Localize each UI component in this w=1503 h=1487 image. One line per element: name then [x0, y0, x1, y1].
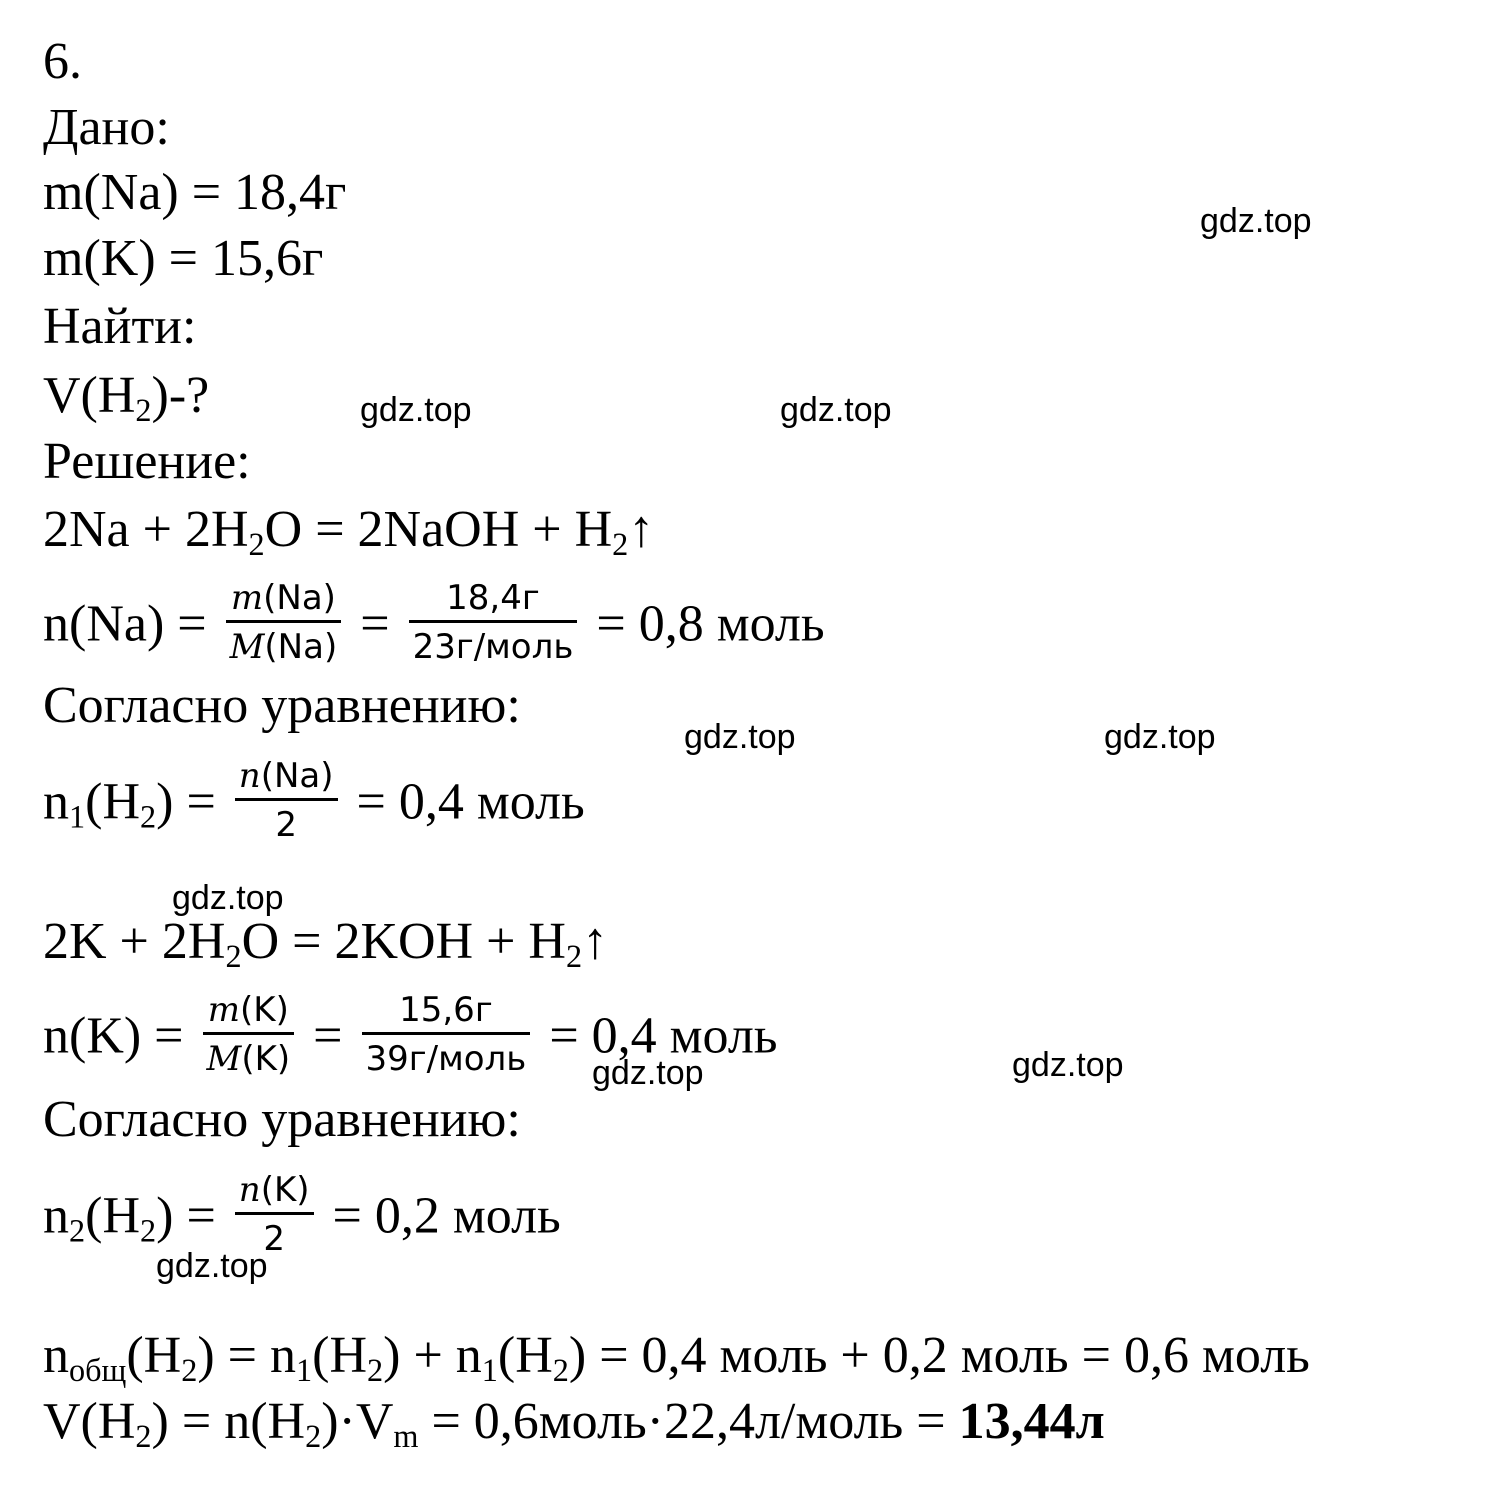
reaction-potassium-water: $2K + 2H_2O = 2KOH$ + $H_2↑$ [43, 913, 609, 975]
fraction-mass-over-molar-k: $\frac{m(K)}{M(K)}$ [203, 990, 295, 1079]
according-equation-1: Согласно уравнению: [43, 677, 521, 734]
find-volume: $V(H_2)-$? [43, 367, 210, 429]
fraction-values-k: $\frac{15,6г}{\text{39г/моль}}$ [362, 990, 531, 1079]
given-mass-k: m(K) = 15,6г [43, 230, 324, 287]
task-number: 6. [43, 33, 82, 90]
watermark: gdz.top [1012, 1046, 1124, 1084]
find-heading: Найти: [43, 298, 197, 355]
solution-heading: Решение: [43, 433, 251, 490]
formula-n2-h2: $n_2(H_2)$ = $\frac{n(K)}{2}$ = 0,2 моль [43, 1170, 561, 1259]
watermark: gdz.top [172, 879, 284, 917]
fraction-n-na-over-2: $\frac{n(Na)}{2}$ [235, 756, 338, 845]
fraction-values-na: $\frac{18,4г}{\text{23г/моль}}$ [409, 578, 578, 667]
watermark: gdz.top [592, 1054, 704, 1092]
watermark: gdz.top [360, 391, 472, 429]
given-mass-na: m(Na) = 18,4г [43, 164, 347, 221]
formula-n-na: n(Na) = $\frac{m(Na)}{M(Na)}$ = $\frac{18,4г}{\text{23г/моль}}$ = 0,8 моль [43, 578, 825, 667]
formula-n-k: n(K) = $\frac{m(K)}{M(K)}$ = $\frac{15,6г}{\text{39г/моль}}$ = 0,4 моль [43, 990, 778, 1079]
according-equation-2: Согласно уравнению: [43, 1091, 521, 1148]
given-heading: Дано: [43, 99, 170, 156]
watermark: gdz.top [156, 1247, 268, 1285]
fraction-n-k-over-2: $\frac{n(K)}{2}$ [235, 1170, 314, 1259]
formula-volume-h2: $V(H_2) = n(H_2)\cdot V_m$ = 0,6моль·22,4л/моль = 13,44л [43, 1393, 1105, 1455]
watermark: gdz.top [684, 718, 796, 756]
fraction-mass-over-molar-na: $\frac{m(Na)}{M(Na)}$ [226, 578, 342, 667]
formula-total-h2: $n_{общ}(H_2) = n_1(H_2) + n_1(H_2) = 0,4$ моль + 0,2 моль = 0,6 моль [43, 1327, 1310, 1389]
watermark: gdz.top [1104, 718, 1216, 756]
reaction-sodium-water: $2Na + 2H_2O$ = 2NaOH + $H_2↑$ [43, 501, 655, 563]
watermark: gdz.top [1200, 202, 1312, 240]
final-answer: 13,44л [958, 1393, 1105, 1450]
watermark: gdz.top [780, 391, 892, 429]
formula-n1-h2: $n_1(H_2)$ = $\frac{n(Na)}{2}$ = 0,4 моль [43, 756, 585, 845]
